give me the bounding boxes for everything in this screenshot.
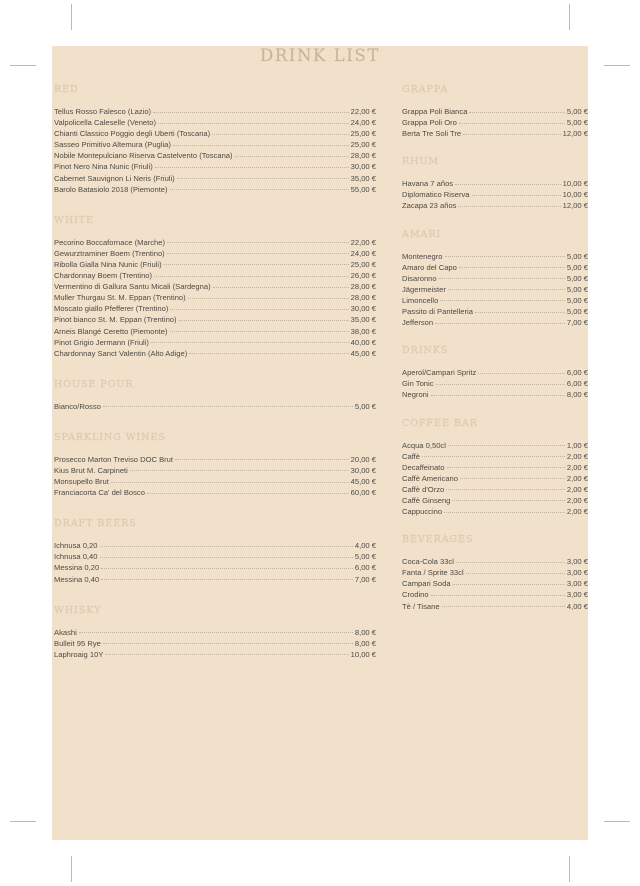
crop-mark-bottom-right-horizontal <box>604 821 630 822</box>
menu-item-name: Gewurztraminer Boem (Trentino) <box>54 248 165 258</box>
menu-item-row <box>402 295 588 306</box>
dotted-leader <box>103 405 353 407</box>
menu-item-name: Negroni <box>402 390 429 400</box>
menu-item-price: 28,00 € <box>350 282 376 292</box>
menu-item-name: Fanta / Sprite 33cl <box>402 568 464 578</box>
dotted-leader <box>153 111 349 113</box>
menu-item-row <box>54 139 376 150</box>
dotted-leader <box>212 133 348 135</box>
menu-item-price: 28,00 € <box>350 151 376 161</box>
section-spacer <box>402 328 588 345</box>
menu-item-row <box>54 476 376 487</box>
menu-item-name: Ichnusa 0,40 <box>54 552 98 562</box>
menu-item-row <box>54 454 376 465</box>
section-heading: AMARI <box>402 228 442 240</box>
menu-item-price: 5,00 € <box>566 251 588 261</box>
dotted-leader <box>101 567 353 569</box>
menu-item-name: Tè / Tisane <box>402 601 440 611</box>
menu-item-name: Caffè <box>402 451 421 461</box>
menu-item-name: Acqua 0,50cl <box>402 440 446 450</box>
menu-item-price: 6,00 € <box>354 563 376 573</box>
menu-item-name: Monsupello Brut <box>54 477 109 487</box>
menu-item-price: 30,00 € <box>350 465 376 475</box>
section-item-list <box>54 401 376 412</box>
crop-mark-bottom-left-horizontal <box>10 821 36 822</box>
section-heading: HOUSE POUR <box>54 378 134 390</box>
menu-item-row <box>402 389 588 400</box>
menu-section <box>402 229 588 329</box>
menu-item-name: Arneis Blangé Ceretto (Piemonte) <box>54 326 168 336</box>
menu-item-row <box>402 556 588 567</box>
menu-item-name: Montenegro <box>402 251 443 261</box>
menu-item-row <box>54 248 376 259</box>
dotted-leader <box>111 481 349 483</box>
menu-item-price: 1,00 € <box>566 440 588 450</box>
dotted-leader <box>453 583 565 585</box>
crop-mark-bottom-right-vertical <box>569 856 570 882</box>
menu-item-name: Chianti Classico Poggio degli Uberti (Toscana) <box>54 129 211 139</box>
menu-item-row <box>402 106 588 117</box>
menu-item-row <box>402 451 588 462</box>
menu-item-name: Pinot Nero Nina Nunic (Friuli) <box>54 162 153 172</box>
menu-item-row <box>54 465 376 476</box>
crop-mark-bottom-left-vertical <box>71 856 72 882</box>
menu-item-row <box>54 150 376 161</box>
menu-item-row <box>54 106 376 117</box>
section-heading: BEVERAGES <box>402 534 474 546</box>
menu-item-name: Prosecco Marton Treviso DOC Brut <box>54 454 174 464</box>
menu-item-name: Grappa Poli Bianca <box>402 107 468 116</box>
menu-item-price: 2,00 € <box>566 462 588 472</box>
menu-item-name: Passito di Pantelleria <box>402 307 473 317</box>
menu-item-price: 2,00 € <box>566 451 588 461</box>
menu-item-row <box>54 173 376 184</box>
menu-item-row <box>54 649 376 660</box>
section-spacer <box>402 401 588 418</box>
section-spacer <box>54 412 376 432</box>
dotted-leader <box>188 297 349 299</box>
menu-item-price: 45,00 € <box>350 348 376 358</box>
menu-item-row <box>402 262 588 273</box>
section-spacer <box>54 585 376 605</box>
dotted-leader <box>472 194 561 196</box>
dotted-leader <box>79 631 353 633</box>
menu-item-name: Caffè d'Orzo <box>402 484 445 494</box>
menu-item-name: Nobile Montepulciano Riserva Castelvento (Toscana) <box>54 151 233 161</box>
menu-item-price: 5,00 € <box>566 273 588 283</box>
section-heading: DRINKS <box>402 345 449 357</box>
dotted-leader <box>435 322 565 324</box>
menu-item-price: 25,00 € <box>350 140 376 150</box>
menu-item-row <box>54 401 376 412</box>
menu-item-name: Akashi <box>54 627 77 637</box>
menu-item-name: Kius Brut M. Carpineti <box>54 465 128 475</box>
section-heading: COFFEE BAR <box>402 417 478 429</box>
menu-item-name: Amaro del Capo <box>402 262 457 272</box>
section-heading: DRAFT BEERS <box>54 518 137 530</box>
dotted-leader <box>422 455 565 457</box>
menu-item-row <box>402 578 588 589</box>
dotted-leader <box>101 578 353 580</box>
dotted-leader <box>442 605 565 607</box>
dotted-leader <box>235 155 349 157</box>
menu-item-row <box>54 259 376 270</box>
menu-item-price: 5,00 € <box>566 284 588 294</box>
dotted-leader <box>452 499 564 501</box>
menu-item-row <box>54 337 376 348</box>
menu-item-price: 3,00 € <box>566 590 588 600</box>
dotted-leader <box>459 266 565 268</box>
menu-section <box>402 418 588 518</box>
section-spacer <box>54 195 376 215</box>
menu-item-price: 2,00 € <box>566 484 588 494</box>
menu-item-row <box>402 128 588 139</box>
menu-item-row <box>402 189 588 200</box>
dotted-leader <box>447 466 565 468</box>
section-spacer <box>402 517 588 534</box>
dotted-leader <box>164 263 349 265</box>
menu-item-row <box>402 589 588 600</box>
menu-item-name: Ribolla Gialla Nina Nunic (Friuli) <box>54 259 162 269</box>
menu-item-price: 22,00 € <box>350 237 376 247</box>
dotted-leader <box>466 572 565 574</box>
menu-item-price: 25,00 € <box>350 259 376 269</box>
menu-item-name: Campari Soda <box>402 579 451 589</box>
menu-item-row <box>402 273 588 284</box>
menu-item-price: 40,00 € <box>350 337 376 347</box>
menu-item-price: 30,00 € <box>350 304 376 314</box>
menu-item-row <box>402 378 588 389</box>
dotted-leader <box>460 477 565 479</box>
menu-item-name: Vermentino di Gallura Santu Micali (Sardegna) <box>54 282 211 292</box>
menu-item-price: 3,00 € <box>566 579 588 589</box>
menu-item-price: 5,00 € <box>354 552 376 562</box>
menu-item-price: 8,00 € <box>354 638 376 648</box>
menu-item-price: 10,00 € <box>350 649 376 659</box>
menu-item-price: 22,00 € <box>350 107 376 116</box>
dotted-leader <box>105 653 348 655</box>
menu-item-row <box>54 117 376 128</box>
menu-item-name: Bianco/Rosso <box>54 401 101 411</box>
crop-mark-top-right-horizontal <box>604 65 630 66</box>
dotted-leader <box>170 308 348 310</box>
menu-item-row <box>54 574 376 585</box>
dotted-leader <box>100 545 353 547</box>
menu-item-row <box>402 601 588 612</box>
dotted-leader <box>158 122 349 124</box>
dotted-leader <box>173 144 349 146</box>
menu-item-row <box>402 367 588 378</box>
dotted-leader <box>448 444 565 446</box>
section-heading: RED <box>54 84 79 95</box>
menu-item-row <box>54 562 376 573</box>
section-item-list <box>402 178 588 211</box>
menu-item-name: Messina 0,40 <box>54 574 100 584</box>
menu-item-name: Ichnusa 0,20 <box>54 541 98 551</box>
section-heading: RHUM <box>402 156 440 168</box>
section-item-list <box>402 440 588 518</box>
menu-item-name: Crodino <box>402 590 429 600</box>
menu-item-name: Laphroaig 10Y <box>54 649 104 659</box>
menu-item-name: Chardonnay Boem (Trentino) <box>54 271 153 281</box>
menu-section <box>54 518 376 584</box>
menu-item-row <box>402 567 588 578</box>
section-heading: WHITE <box>54 214 94 226</box>
crop-mark-top-left-horizontal <box>10 65 36 66</box>
menu-item-row <box>402 306 588 317</box>
menu-item-row <box>54 161 376 172</box>
menu-item-price: 5,00 € <box>566 307 588 317</box>
dotted-leader <box>177 177 349 179</box>
menu-item-name: Pecorino Boccafornace (Marche) <box>54 237 166 247</box>
dotted-leader <box>147 492 349 494</box>
dotted-leader <box>130 469 349 471</box>
menu-item-row <box>54 237 376 248</box>
menu-item-row <box>54 292 376 303</box>
menu-item-price: 2,00 € <box>566 473 588 483</box>
section-item-list <box>54 454 376 498</box>
dotted-leader <box>431 394 565 396</box>
menu-item-price: 7,00 € <box>354 574 376 584</box>
menu-item-row <box>402 284 588 295</box>
menu-item-name: Limoncello <box>402 295 439 305</box>
menu-item-row <box>54 348 376 359</box>
menu-item-row <box>54 551 376 562</box>
section-item-list <box>402 251 588 329</box>
menu-item-row <box>54 638 376 649</box>
dotted-leader <box>444 511 565 513</box>
dotted-leader <box>446 488 565 490</box>
menu-item-row <box>402 473 588 484</box>
dotted-leader <box>167 241 349 243</box>
menu-item-price: 5,00 € <box>354 401 376 411</box>
menu-item-price: 5,00 € <box>566 107 588 116</box>
menu-item-price: 8,00 € <box>566 390 588 400</box>
menu-item-row <box>54 487 376 498</box>
menu-item-price: 6,00 € <box>566 379 588 389</box>
section-item-list <box>402 106 588 139</box>
section-heading: GRAPPA <box>402 84 449 95</box>
menu-item-name: Pinot Grigio Jermann (Friuli) <box>54 337 149 347</box>
dotted-leader <box>179 319 349 321</box>
dotted-leader <box>170 188 349 190</box>
dotted-leader <box>175 458 349 460</box>
section-heading: WHISKY <box>54 604 102 616</box>
dotted-leader <box>469 111 564 113</box>
dotted-leader <box>170 330 349 332</box>
menu-item-row <box>402 440 588 451</box>
menu-item-name: Decaffeinato <box>402 462 445 472</box>
menu-item-price: 4,00 € <box>566 601 588 611</box>
dotted-leader <box>458 205 560 207</box>
menu-item-price: 5,00 € <box>566 262 588 272</box>
dotted-leader <box>151 341 349 343</box>
menu-item-price: 26,00 € <box>350 271 376 281</box>
menu-item-price: 5,00 € <box>566 118 588 128</box>
menu-item-price: 24,00 € <box>350 118 376 128</box>
menu-item-row <box>54 314 376 325</box>
dotted-leader <box>155 166 349 168</box>
menu-item-name: Messina 0,20 <box>54 563 100 573</box>
dotted-leader <box>475 311 565 313</box>
menu-item-price: 55,00 € <box>350 184 376 194</box>
menu-item-name: Moscato giallo Pfefferer (Trentino) <box>54 304 169 314</box>
menu-item-price: 28,00 € <box>350 293 376 303</box>
dotted-leader <box>448 288 565 290</box>
section-item-list <box>54 237 376 359</box>
menu-item-row <box>54 128 376 139</box>
menu-item-price: 35,00 € <box>350 315 376 325</box>
dotted-leader <box>189 352 348 354</box>
menu-item-row <box>402 251 588 262</box>
crop-mark-top-left-vertical <box>71 4 72 30</box>
menu-item-row <box>402 495 588 506</box>
menu-item-name: Caffè Americano <box>402 473 458 483</box>
menu-item-name: Zacapa 23 años <box>402 201 457 211</box>
menu-section <box>54 605 376 660</box>
menu-item-name: Aperol/Campari Spritz <box>402 368 477 378</box>
menu-section <box>402 84 588 139</box>
dotted-leader <box>445 255 565 257</box>
menu-item-name: Havana 7 años <box>402 179 454 189</box>
menu-item-price: 20,00 € <box>350 454 376 464</box>
menu-section <box>402 156 588 211</box>
menu-item-name: Diplomatico Riserva <box>402 190 470 200</box>
menu-item-name: Muller Thurgau St. M. Eppan (Trentino) <box>54 293 186 303</box>
menu-item-price: 60,00 € <box>350 488 376 498</box>
menu-item-row <box>402 317 588 328</box>
menu-item-row <box>402 484 588 495</box>
section-item-list <box>402 556 588 611</box>
menu-item-price: 24,00 € <box>350 248 376 258</box>
menu-item-name: Caffè Ginseng <box>402 495 451 505</box>
section-spacer <box>402 212 588 229</box>
dotted-leader <box>439 277 565 279</box>
menu-section <box>54 84 376 195</box>
menu-item-price: 30,00 € <box>350 162 376 172</box>
menu-item-price: 6,00 € <box>566 368 588 378</box>
crop-mark-top-right-vertical <box>569 4 570 30</box>
menu-item-row <box>54 303 376 314</box>
menu-column-left <box>54 84 376 660</box>
menu-item-price: 2,00 € <box>566 495 588 505</box>
section-item-list <box>54 627 376 660</box>
menu-item-price: 35,00 € <box>350 173 376 183</box>
menu-section <box>402 345 588 400</box>
menu-item-row <box>54 326 376 337</box>
menu-item-row <box>54 627 376 638</box>
section-item-list <box>54 540 376 584</box>
menu-item-price: 10,00 € <box>562 190 588 200</box>
menu-item-price: 45,00 € <box>350 477 376 487</box>
menu-item-name: Grappa Poli Oro <box>402 118 457 128</box>
menu-item-price: 3,00 € <box>566 557 588 567</box>
menu-item-price: 3,00 € <box>566 568 588 578</box>
dotted-leader <box>459 122 565 124</box>
menu-item-name: Cabernet Sauvignon Li Neris (Friuli) <box>54 173 175 183</box>
menu-column-right <box>402 84 588 612</box>
menu-item-name: Franciacorta Ca' del Bosco <box>54 488 145 498</box>
dotted-leader <box>154 275 349 277</box>
menu-item-name: Valpolicella Caleselle (Veneto) <box>54 118 157 128</box>
section-spacer <box>402 139 588 156</box>
menu-section <box>54 215 376 359</box>
menu-section <box>54 432 376 498</box>
menu-item-name: Jefferson <box>402 318 434 328</box>
section-spacer <box>54 359 376 379</box>
menu-item-row <box>54 540 376 551</box>
menu-item-row <box>54 270 376 281</box>
menu-item-row <box>402 462 588 473</box>
menu-item-row <box>402 506 588 517</box>
menu-item-price: 12,00 € <box>562 201 588 211</box>
menu-section <box>402 534 588 611</box>
menu-item-row <box>402 178 588 189</box>
dotted-leader <box>213 286 349 288</box>
page-title: DRINK LIST <box>260 46 380 65</box>
dotted-leader <box>167 252 349 254</box>
menu-item-name: Barolo Batasiolo 2018 (Piemonte) <box>54 184 168 194</box>
dotted-leader <box>455 183 561 185</box>
section-item-list <box>54 106 376 195</box>
dotted-leader <box>478 372 565 374</box>
menu-section <box>54 379 376 412</box>
dotted-leader <box>436 383 565 385</box>
menu-item-price: 8,00 € <box>354 627 376 637</box>
menu-item-row <box>402 117 588 128</box>
menu-item-name: Jägermeister <box>402 284 446 294</box>
section-heading: SPARKLING WINES <box>54 431 166 443</box>
menu-item-price: 10,00 € <box>562 179 588 189</box>
menu-item-name: Cappuccino <box>402 507 443 517</box>
menu-item-price: 5,00 € <box>566 295 588 305</box>
menu-item-name: Chardonnay Sanct Valentin (Alto Adige) <box>54 348 188 358</box>
menu-item-name: Gin Tonic <box>402 379 434 389</box>
menu-item-price: 12,00 € <box>562 129 588 139</box>
menu-item-price: 2,00 € <box>566 507 588 517</box>
menu-item-row <box>54 281 376 292</box>
menu-item-name: Tellus Rosso Falesco (Lazio) <box>54 107 152 116</box>
menu-item-name: Disaronno <box>402 273 437 283</box>
menu-item-row <box>402 200 588 211</box>
menu-item-name: Berta Tre Soli Tre <box>402 129 462 139</box>
menu-item-price: 7,00 € <box>566 318 588 328</box>
menu-item-name: Sasseo Primitivo Altemura (Puglia) <box>54 140 171 150</box>
dotted-leader <box>456 561 565 563</box>
dotted-leader <box>431 594 565 596</box>
dotted-leader <box>100 556 353 558</box>
menu-item-price: 38,00 € <box>350 326 376 336</box>
menu-item-name: Coca-Cola 33cl <box>402 557 454 567</box>
menu-item-price: 25,00 € <box>350 129 376 139</box>
dotted-leader <box>440 299 565 301</box>
dotted-leader <box>103 642 353 644</box>
menu-item-row <box>54 184 376 195</box>
section-spacer <box>54 498 376 518</box>
section-item-list <box>402 367 588 400</box>
dotted-leader <box>463 133 561 135</box>
menu-item-name: Pinot bianco St. M. Eppan (Trentino) <box>54 315 177 325</box>
menu-item-name: Bulleit 95 Rye <box>54 638 101 648</box>
menu-item-price: 4,00 € <box>354 541 376 551</box>
